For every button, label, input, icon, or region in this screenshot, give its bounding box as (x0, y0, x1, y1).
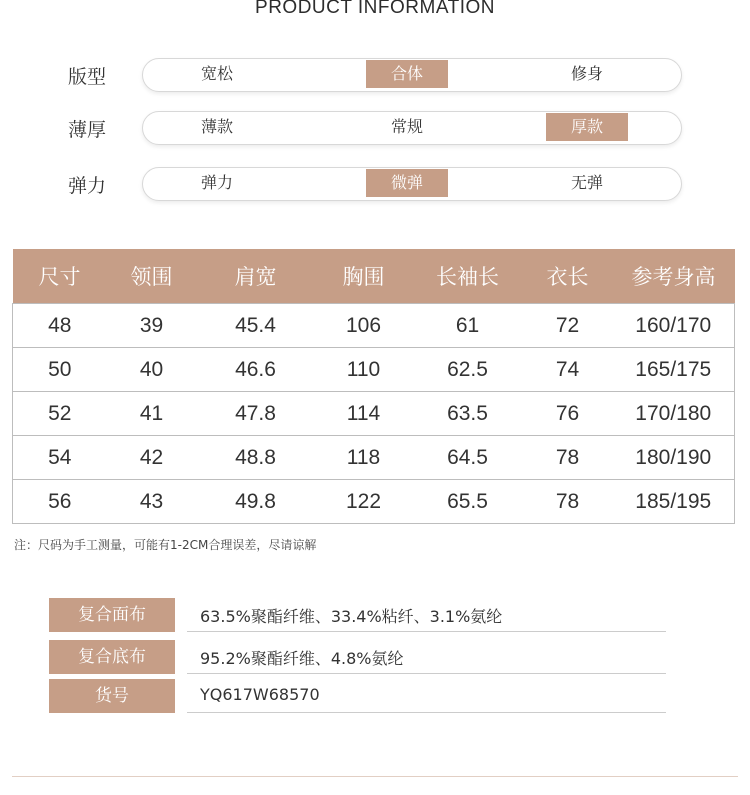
table-cell: 165/175 (613, 348, 735, 392)
info-row-item-number (49, 679, 666, 713)
table-cell: 78 (523, 480, 613, 524)
table-cell: 114 (315, 392, 413, 436)
table-cell: 63.5 (413, 392, 523, 436)
table-cell: 78 (523, 436, 613, 480)
table-cell: 40 (107, 348, 197, 392)
option-normal: 常规 (390, 117, 423, 136)
table-cell: 46.6 (197, 348, 315, 392)
info-row-base-fabric (49, 640, 666, 674)
table-cell: 45.4 (197, 304, 315, 348)
attribute-row-stretch (0, 167, 750, 201)
table-cell: 72 (523, 304, 613, 348)
table-row (13, 480, 735, 524)
table-cell: 50 (13, 348, 107, 392)
info-row-face-fabric (49, 598, 666, 632)
page-title: PRODUCT INFORMATION (255, 0, 495, 18)
option-stretch: 弹力 (200, 173, 233, 192)
column-header: 尺寸 (13, 249, 107, 304)
option-loose: 宽松 (200, 64, 233, 83)
option-regular-fit-selected: 合体 (366, 60, 448, 88)
divider (12, 776, 738, 777)
table-cell: 49.8 (197, 480, 315, 524)
option-thin: 薄款 (200, 117, 233, 136)
option-no-stretch: 无弹 (570, 173, 603, 192)
table-cell: 160/170 (613, 304, 735, 348)
table-cell: 106 (315, 304, 413, 348)
info-label: 复合面布 (49, 598, 175, 632)
table-cell: 74 (523, 348, 613, 392)
info-value: 95.2%聚酯纤维、4.8%氨纶 (200, 649, 404, 668)
attribute-label: 版型 (68, 66, 107, 88)
option-slim: 修身 (570, 64, 603, 83)
measurement-note: 注：尺码为手工测量，可能有1-2CM合理误差，尽请谅解 (14, 538, 317, 552)
table-cell: 118 (315, 436, 413, 480)
divider (187, 631, 666, 632)
table-cell: 180/190 (613, 436, 735, 480)
table-cell: 54 (13, 436, 107, 480)
info-label: 货号 (49, 679, 175, 713)
table-cell: 170/180 (613, 392, 735, 436)
column-header: 胸围 (315, 249, 413, 304)
table-row (13, 348, 735, 392)
info-value: YQ617W68570 (200, 685, 320, 704)
table-cell: 64.5 (413, 436, 523, 480)
table-cell: 185/195 (613, 480, 735, 524)
column-header: 领围 (107, 249, 197, 304)
table-row (13, 392, 735, 436)
table-cell: 48 (13, 304, 107, 348)
divider (187, 712, 666, 713)
column-header: 肩宽 (197, 249, 315, 304)
table-cell: 42 (107, 436, 197, 480)
table-cell: 61 (413, 304, 523, 348)
table-cell: 110 (315, 348, 413, 392)
table-cell: 41 (107, 392, 197, 436)
size-table (12, 249, 735, 524)
column-header: 参考身高 (613, 249, 735, 304)
info-value: 63.5%聚酯纤维、33.4%粘纤、3.1%氨纶 (200, 607, 503, 626)
option-slight-stretch-selected: 微弹 (366, 169, 448, 197)
column-header: 衣长 (523, 249, 613, 304)
table-header-row (13, 249, 735, 304)
table-row (13, 304, 735, 348)
info-label: 复合底布 (49, 640, 175, 674)
table-cell: 56 (13, 480, 107, 524)
table-cell: 62.5 (413, 348, 523, 392)
table-cell: 43 (107, 480, 197, 524)
table-row (13, 436, 735, 480)
attribute-row-fit (0, 58, 750, 92)
divider (187, 673, 666, 674)
table-cell: 39 (107, 304, 197, 348)
table-cell: 52 (13, 392, 107, 436)
attribute-label: 弹力 (68, 175, 107, 197)
table-cell: 47.8 (197, 392, 315, 436)
table-cell: 122 (315, 480, 413, 524)
table-cell: 76 (523, 392, 613, 436)
attribute-label: 薄厚 (68, 119, 107, 141)
table-cell: 65.5 (413, 480, 523, 524)
column-header: 长袖长 (413, 249, 523, 304)
attribute-row-thickness (0, 111, 750, 145)
option-thick-selected: 厚款 (546, 113, 628, 141)
table-cell: 48.8 (197, 436, 315, 480)
